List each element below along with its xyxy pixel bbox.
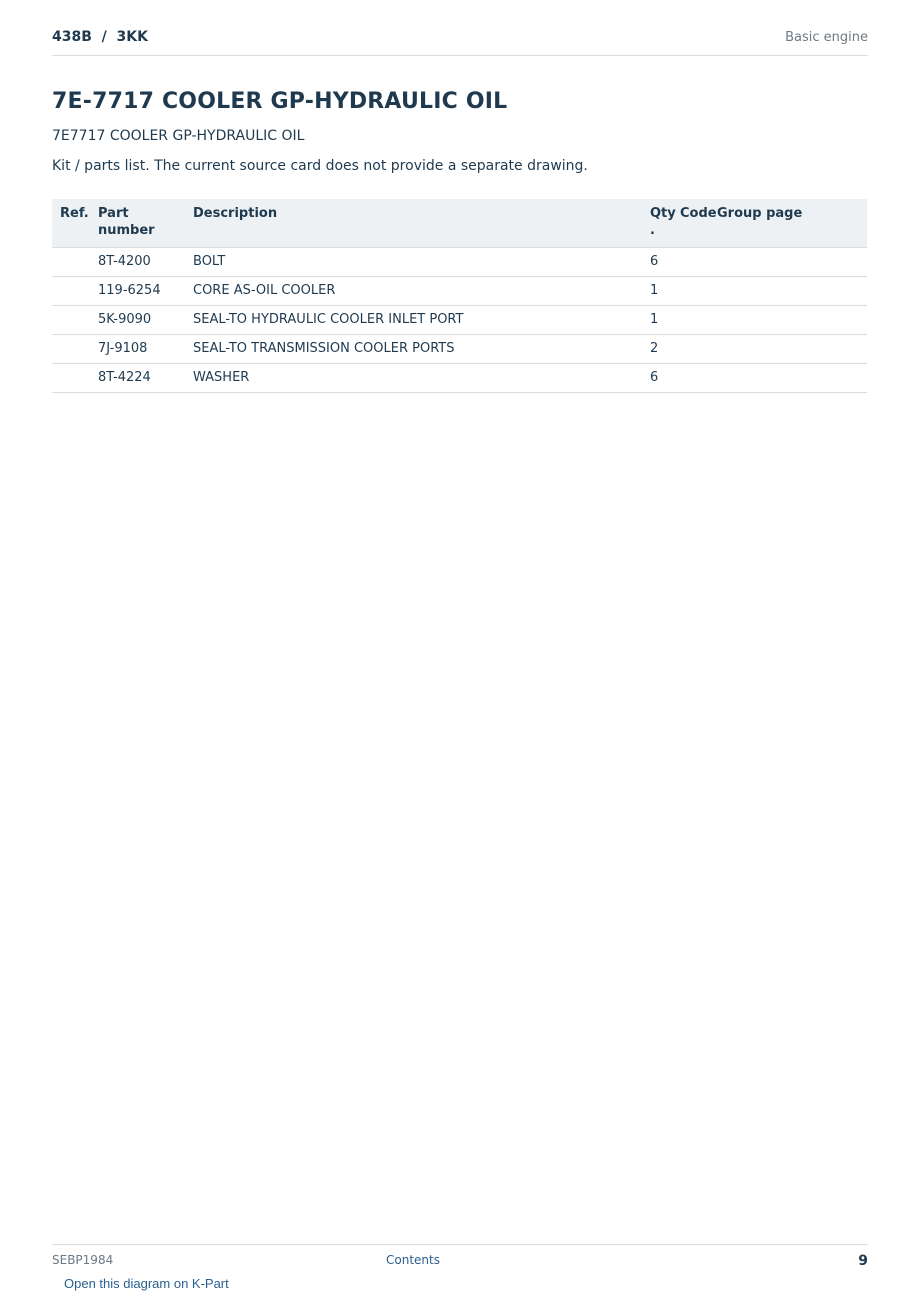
- cell-part-number: 8T-4224: [90, 364, 185, 393]
- cell-description: WASHER: [185, 364, 642, 393]
- cell-code: [672, 277, 709, 306]
- page-header: [52, 28, 868, 56]
- cell-code: [672, 248, 709, 277]
- source-note: Kit / parts list. The current source card does not provide a separate drawing.: [52, 158, 588, 174]
- cell-part-number: 119-6254: [90, 277, 185, 306]
- kpart-link[interactable]: Open this diagram on K-Part: [64, 1276, 229, 1291]
- header-ref: Ref.: [52, 199, 90, 248]
- cell-group-page: [709, 335, 867, 364]
- header-part-number: Part number: [90, 199, 185, 248]
- cell-part-number: 5K-9090: [90, 306, 185, 335]
- cell-ref: [52, 306, 90, 335]
- table-row: [52, 364, 867, 393]
- cell-description: CORE AS-OIL COOLER: [185, 277, 642, 306]
- cell-description: SEAL-TO TRANSMISSION COOLER PORTS: [185, 335, 642, 364]
- cell-group-page: [709, 364, 867, 393]
- cell-ref: [52, 277, 90, 306]
- table-row: [52, 277, 867, 306]
- header-description: Description: [185, 199, 642, 248]
- cell-qty: 6: [642, 364, 672, 393]
- table-row: [52, 335, 867, 364]
- header-code: Code: [672, 199, 709, 248]
- cell-ref: [52, 335, 90, 364]
- cell-code: [672, 335, 709, 364]
- header-qty: Qty .: [642, 199, 672, 248]
- contents-link[interactable]: Contents: [386, 1253, 440, 1267]
- cell-part-number: 7J-9108: [90, 335, 185, 364]
- page-subtitle: 7E7717 COOLER GP-HYDRAULIC OIL: [52, 128, 305, 144]
- cell-qty: 6: [642, 248, 672, 277]
- cell-group-page: [709, 248, 867, 277]
- document-id: SEBP1984: [52, 1253, 114, 1267]
- cell-qty: 1: [642, 277, 672, 306]
- page-footer: [52, 1244, 868, 1275]
- section-label: Basic engine: [785, 30, 868, 45]
- cell-ref: [52, 248, 90, 277]
- table-row: [52, 248, 867, 277]
- page-number: 9: [858, 1253, 868, 1269]
- cell-qty: 2: [642, 335, 672, 364]
- parts-table: [52, 199, 867, 393]
- cell-group-page: [709, 277, 867, 306]
- page-title: 7E-7717 COOLER GP-HYDRAULIC OIL: [52, 89, 508, 114]
- cell-description: SEAL-TO HYDRAULIC COOLER INLET PORT: [185, 306, 642, 335]
- cell-code: [672, 306, 709, 335]
- table-row: [52, 306, 867, 335]
- cell-ref: [52, 364, 90, 393]
- table-header-row: [52, 199, 867, 248]
- cell-qty: 1: [642, 306, 672, 335]
- cell-group-page: [709, 306, 867, 335]
- header-group-page: Group page: [709, 199, 867, 248]
- breadcrumb: 438B / 3KK: [52, 29, 148, 45]
- cell-code: [672, 364, 709, 393]
- cell-part-number: 8T-4200: [90, 248, 185, 277]
- cell-description: BOLT: [185, 248, 642, 277]
